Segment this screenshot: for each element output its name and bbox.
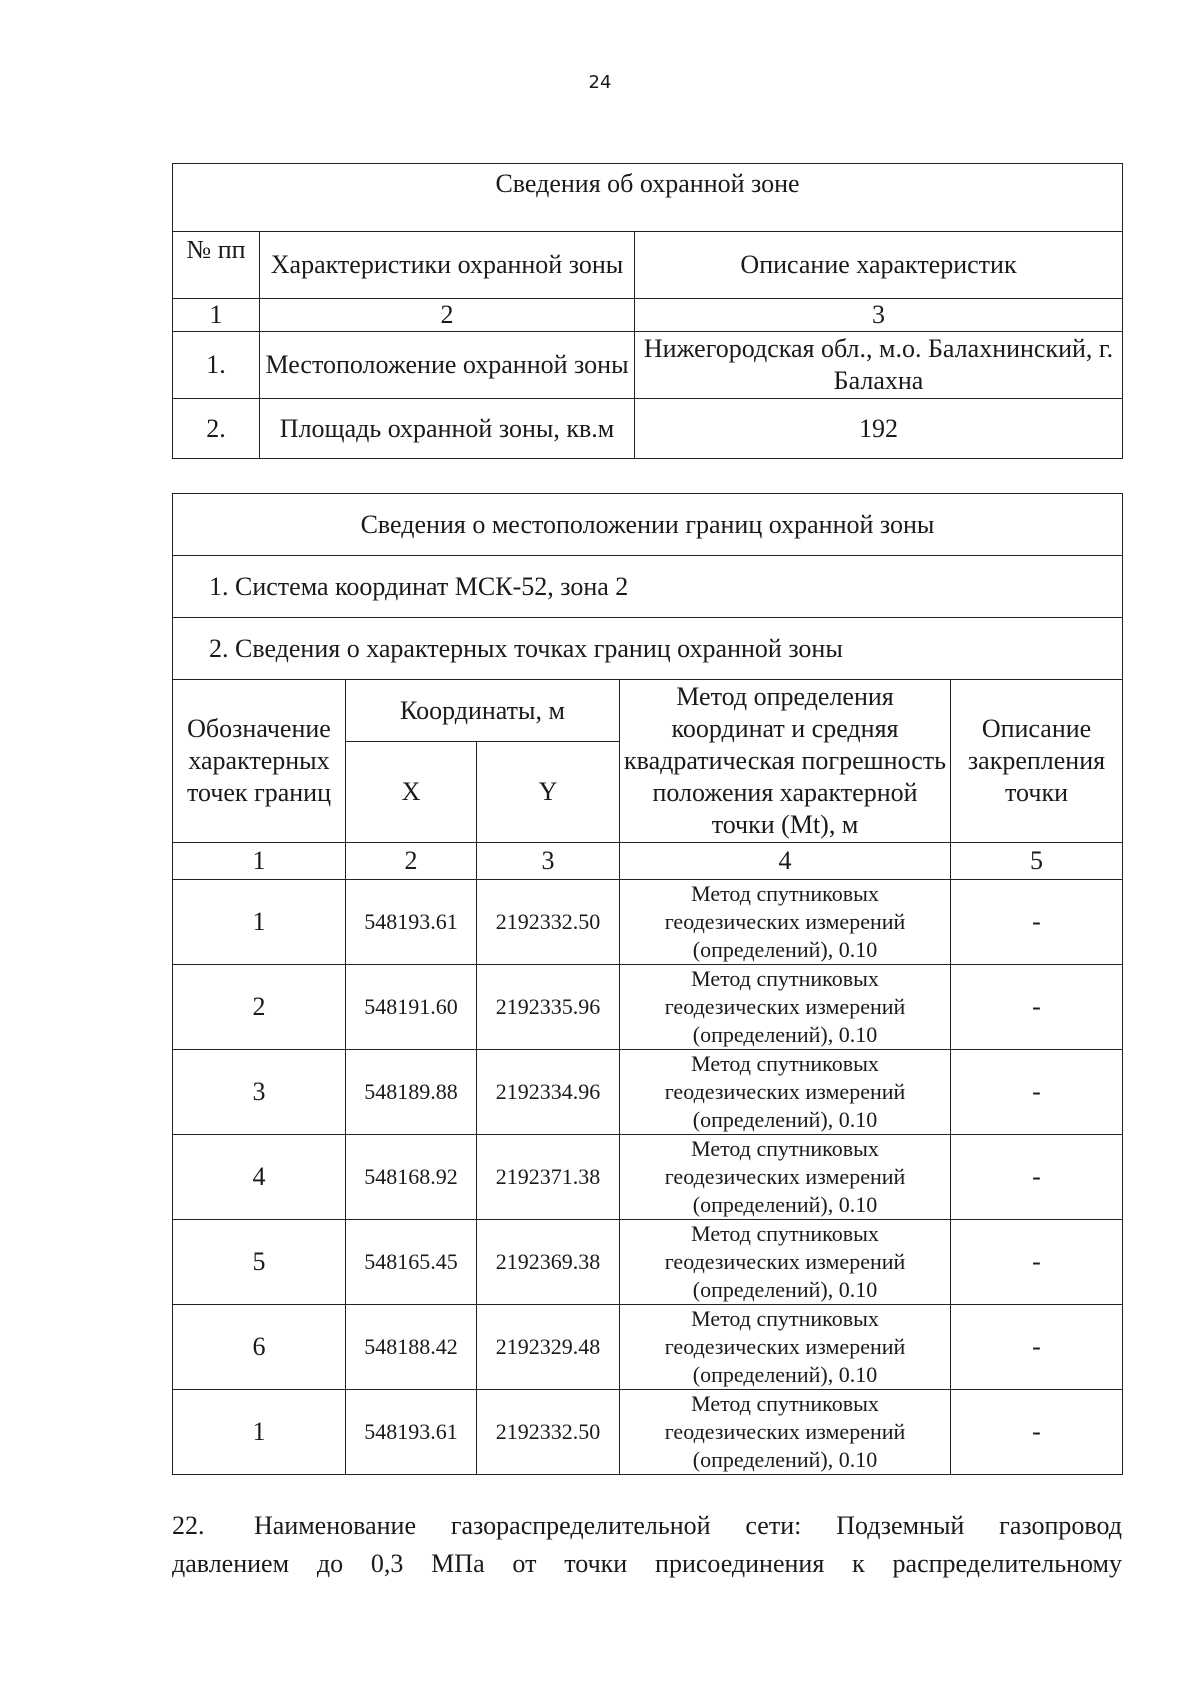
point-fixing-description: - [951,1135,1123,1220]
boundary-point-row [173,1305,1123,1390]
point-method: Метод спутниковых геодезических измерений (определений), 0.10 [620,1390,951,1475]
col-number-2: 2 [346,843,477,880]
paragraph-line-1 [172,1507,1122,1545]
point-x: 548168.92 [346,1135,477,1220]
row-value: 192 [635,399,1123,459]
point-method: Метод спутниковых геодезических измерений (определений), 0.10 [620,1220,951,1305]
zone-table-title: Сведения об охранной зоне [173,164,1123,232]
points-title: 2. Сведения о характерных точках границ охранной зоны [173,618,1123,680]
point-method: Метод спутниковых геодезических измерений (определений), 0.10 [620,880,951,965]
point-x: 548188.42 [346,1305,477,1390]
col-number-4: 4 [620,843,951,880]
row-characteristic: Местоположение охранной зоны [260,332,635,399]
col-number-3: 3 [477,843,620,880]
point-method: Метод спутниковых геодезических измерений (определений), 0.10 [620,1050,951,1135]
point-fixing-description: - [951,880,1123,965]
point-designation: 5 [173,1220,346,1305]
header-characteristics: Характеристики охранной зоны [260,232,635,299]
paragraph-line-2: давлением до 0,3 МПа от точки присоединения к распределительному [172,1549,1122,1578]
point-y: 2192335.96 [477,965,620,1050]
col-number-1: 1 [173,843,346,880]
point-designation: 3 [173,1050,346,1135]
row-characteristic: Площадь охранной зоны, кв.м [260,399,635,459]
point-method: Метод спутниковых геодезических измерений (определений), 0.10 [620,1135,951,1220]
col-number-1: 1 [173,299,260,332]
row-number: 1. [173,332,260,399]
point-y: 2192329.48 [477,1305,620,1390]
header-coordinates: Координаты, м [346,680,620,742]
boundary-point-row [173,1135,1123,1220]
header-method: Метод определения координат и средняя квадратическая погрешность положения характерной точки (Mt), м [620,680,951,843]
point-designation: 1 [173,1390,346,1475]
header-y: Y [477,742,620,843]
row-value: Нижегородская обл., м.о. Балахнинский, г. Балахна [635,332,1123,399]
col-number-5: 5 [951,843,1123,880]
col-number-2: 2 [260,299,635,332]
boundary-point-row [173,965,1123,1050]
point-fixing-description: - [951,1305,1123,1390]
point-x: 548193.61 [346,880,477,965]
point-x: 548193.61 [346,1390,477,1475]
point-method: Метод спутниковых геодезических измерений (определений), 0.10 [620,1305,951,1390]
boundary-points-table [172,493,1123,1475]
point-y: 2192332.50 [477,1390,620,1475]
point-method: Метод спутниковых геодезических измерений (определений), 0.10 [620,965,951,1050]
point-fixing-description: - [951,965,1123,1050]
paragraph-text-1: Наименование газораспределительной сети: Подземный газопровод [254,1511,1122,1540]
point-y: 2192369.38 [477,1220,620,1305]
header-fixing-description: Описание закрепления точки [951,680,1123,843]
header-x: X [346,742,477,843]
page-number: 24 [588,72,612,93]
point-y: 2192371.38 [477,1135,620,1220]
point-fixing-description: - [951,1050,1123,1135]
header-description: Описание характеристик [635,232,1123,299]
point-designation: 4 [173,1135,346,1220]
boundary-point-row [173,1220,1123,1305]
point-designation: 1 [173,880,346,965]
point-designation: 6 [173,1305,346,1390]
point-y: 2192334.96 [477,1050,620,1135]
bounds-table-title: Сведения о местоположении границ охранной зоны [173,494,1123,556]
point-x: 548189.88 [346,1050,477,1135]
boundary-point-row [173,880,1123,965]
header-designation: Обозначение характерных точек границ [173,680,346,843]
row-number: 2. [173,399,260,459]
header-number: № пп [173,232,260,299]
boundary-point-row [173,1390,1123,1475]
point-y: 2192332.50 [477,880,620,965]
col-number-3: 3 [635,299,1123,332]
point-designation: 2 [173,965,346,1050]
point-x: 548165.45 [346,1220,477,1305]
coordinate-system: 1. Система координат МСК-52, зона 2 [173,556,1123,618]
boundary-point-row [173,1050,1123,1135]
paragraph-number: 22. [172,1511,205,1540]
point-x: 548191.60 [346,965,477,1050]
protection-zone-table [172,163,1123,459]
point-fixing-description: - [951,1220,1123,1305]
point-fixing-description: - [951,1390,1123,1475]
